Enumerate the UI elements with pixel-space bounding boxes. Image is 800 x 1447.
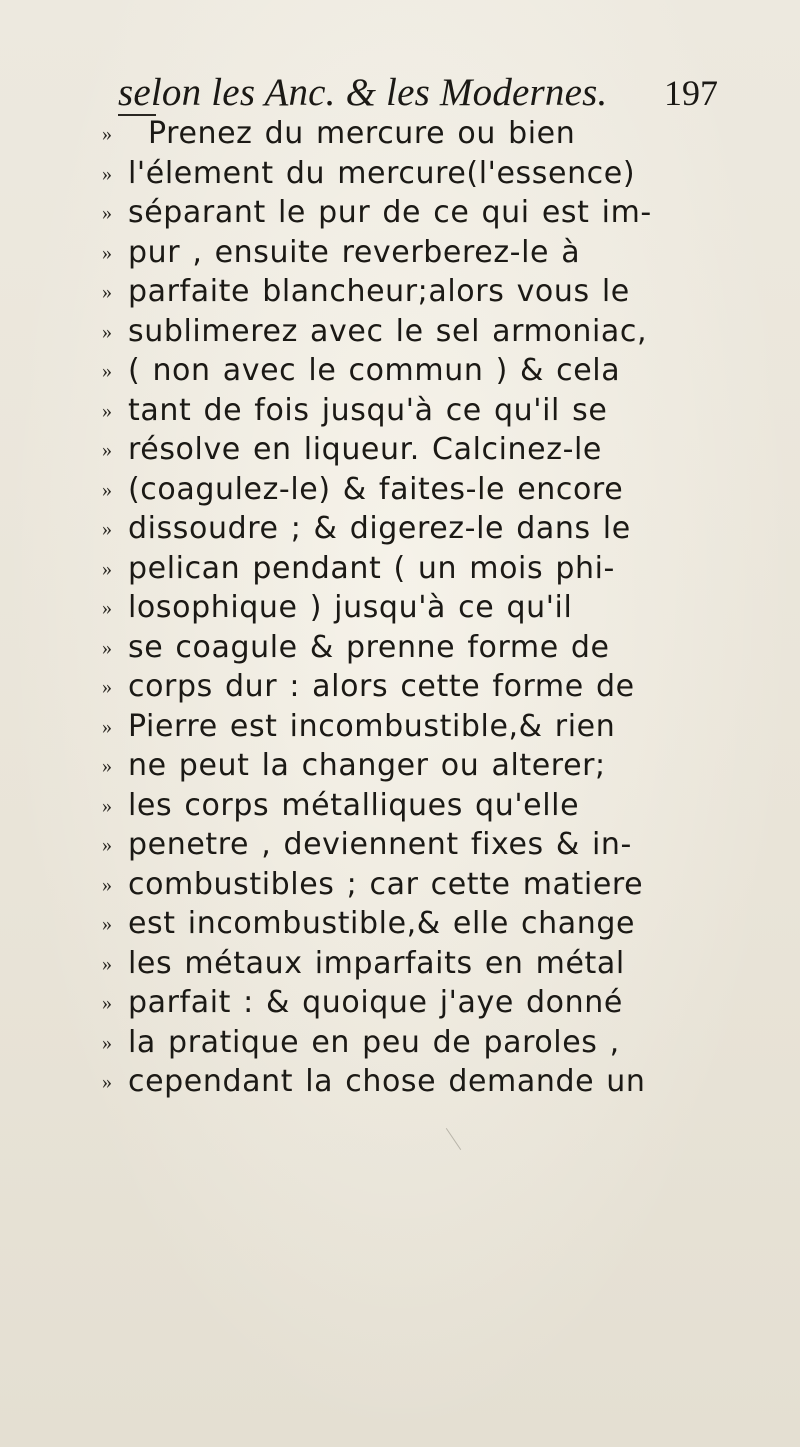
line-text: sublimerez avec le sel armoniac, (128, 313, 648, 349)
page-number: 197 (664, 73, 718, 113)
quote-mark: » (102, 715, 112, 738)
line-text: Prenez du mercure ou bien (148, 116, 576, 151)
line-text: ne peut la changer ou alterer; (128, 748, 606, 783)
quote-mark: » (102, 518, 112, 540)
line-text: (coagulez-le) & faites-le encore (128, 471, 624, 507)
quote-mark: » (102, 952, 112, 975)
text-line (102, 588, 722, 628)
pencil-mark (446, 1128, 461, 1150)
line-text: combustibles ; car cette matiere (128, 866, 644, 902)
quote-mark: » (102, 399, 112, 422)
line-text: est incombustible,& elle change (128, 906, 636, 941)
text-line (102, 1062, 722, 1102)
text-line (102, 312, 722, 352)
text-line (102, 233, 722, 273)
line-text: dissoudre ; & digerez-le dans le (128, 511, 631, 546)
quote-mark: » (102, 794, 112, 817)
quote-mark: » (102, 439, 112, 461)
quote-mark: » (102, 1031, 112, 1054)
quote-mark: » (102, 636, 112, 659)
text-line (102, 193, 722, 233)
line-text: les corps métalliques qu'elle (128, 787, 580, 823)
text-line (102, 549, 722, 589)
body-text (102, 114, 722, 1102)
text-line (102, 628, 722, 668)
line-text: tant de fois jusqu'à ce qu'il se (128, 392, 608, 428)
quote-mark: » (102, 557, 112, 580)
quote-mark: » (102, 320, 112, 343)
text-line (102, 1023, 722, 1063)
line-text: se coagule & prenne forme de (128, 629, 610, 665)
text-line (102, 786, 722, 826)
text-line (102, 944, 722, 984)
text-line (102, 983, 722, 1023)
line-text: Pierre est incombustible,& rien (128, 708, 616, 744)
line-text: penetre , deviennent fixes & in- (128, 827, 632, 862)
line-text: cependant la chose demande un (128, 1064, 646, 1099)
line-text: ( non avec le commun ) & cela (128, 353, 621, 388)
line-text: pelican pendant ( un mois phi- (128, 550, 615, 586)
quote-mark: » (102, 597, 112, 619)
text-line (102, 114, 722, 154)
text-line (102, 825, 722, 865)
running-head: selon les Anc. & les Modernes. (118, 71, 608, 114)
quote-mark: » (102, 755, 112, 777)
text-line (102, 904, 722, 944)
quote-mark: » (102, 478, 112, 501)
quote-mark: » (102, 873, 112, 896)
quote-mark: » (102, 241, 112, 264)
line-text: résolve en liqueur. Calcinez-le (128, 432, 602, 467)
text-line (102, 154, 722, 194)
text-line (102, 430, 722, 470)
page-header (118, 68, 718, 118)
text-line (102, 746, 722, 786)
line-text: la pratique en peu de paroles , (128, 1024, 620, 1060)
quote-mark: » (102, 834, 112, 856)
quote-mark: » (102, 1071, 112, 1093)
quote-mark: » (102, 992, 112, 1014)
text-line (102, 391, 722, 431)
quote-mark: » (102, 162, 112, 185)
text-line (102, 509, 722, 549)
quote-mark: » (102, 202, 112, 224)
line-text: pur , ensuite reverberez-le à (128, 234, 581, 270)
quote-mark: » (102, 676, 112, 698)
text-line (102, 707, 722, 747)
quote-mark: » (102, 913, 112, 935)
text-line (102, 470, 722, 510)
line-text: les métaux imparfaits en métal (128, 945, 625, 981)
line-text: corps dur : alors cette forme de (128, 669, 635, 704)
text-line (102, 667, 722, 707)
line-text: losophique ) jusqu'à ce qu'il (128, 590, 573, 625)
quote-mark: » (102, 281, 112, 303)
quote-mark: » (102, 123, 112, 145)
text-line (102, 272, 722, 312)
line-text: parfaite blancheur;alors vous le (128, 274, 630, 309)
text-line (102, 351, 722, 391)
line-text: parfait : & quoique j'aye donné (128, 985, 623, 1020)
quote-mark: » (102, 360, 112, 382)
text-line (102, 865, 722, 905)
line-text: l'élement du mercure(l'essence) (128, 155, 636, 191)
line-text: séparant le pur de ce qui est im- (128, 195, 652, 230)
